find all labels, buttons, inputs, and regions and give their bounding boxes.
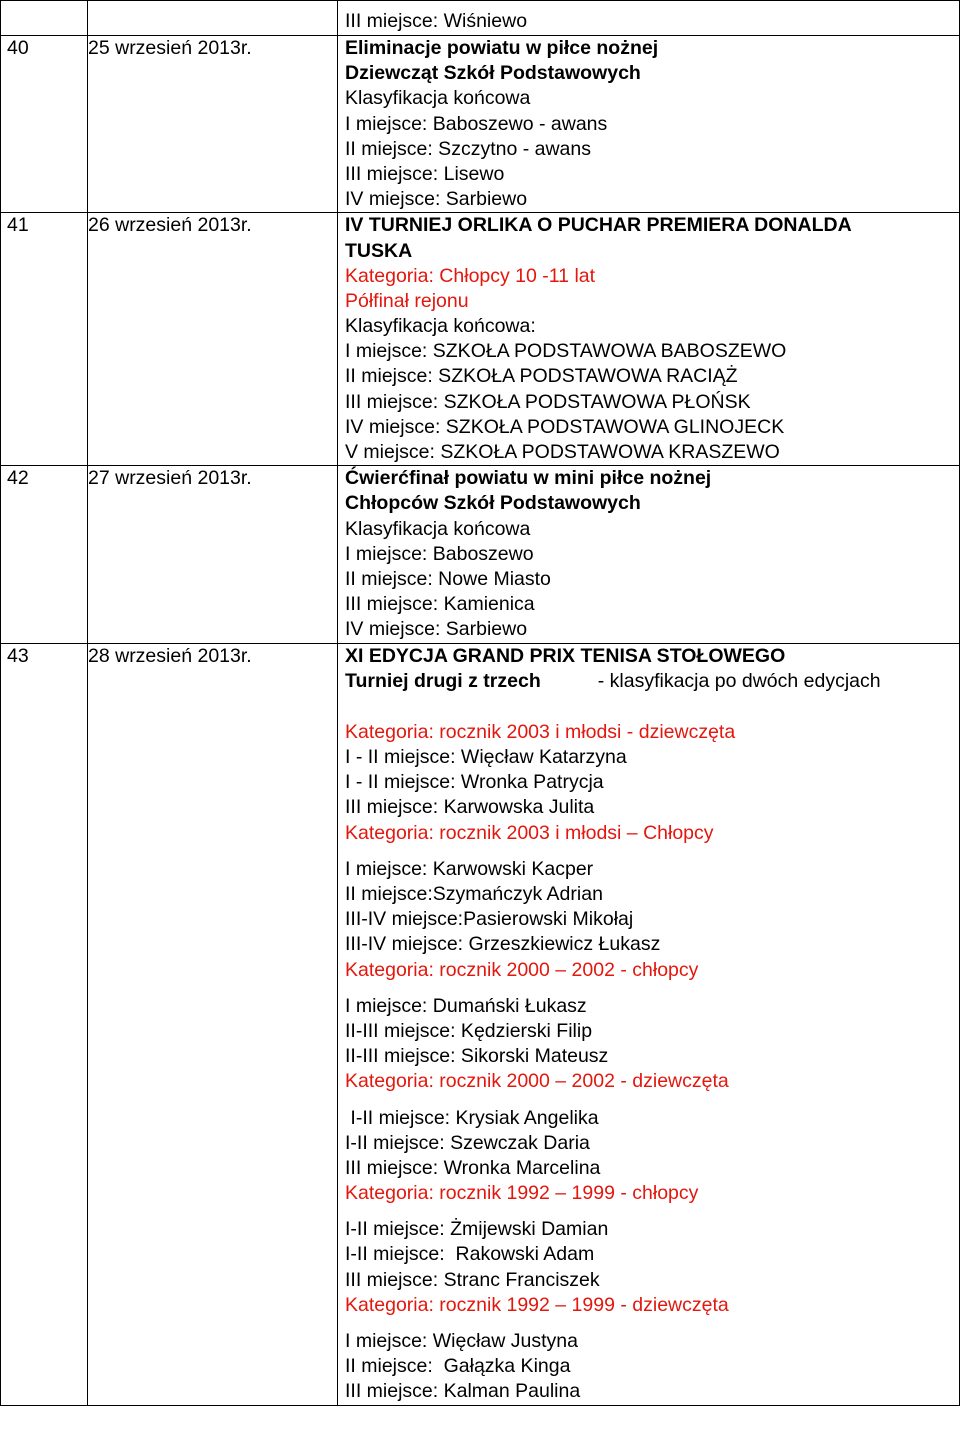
result-line: I-II miejsce: Żmijewski Damian [345, 1218, 609, 1241]
result-line: III miejsce: Karwowska Julita [345, 796, 595, 819]
table-row [1, 36, 960, 213]
result-line: III-IV miejsce:Pasierowski Mikołaj [345, 908, 634, 931]
result-line: III miejsce: Stranc Franciszek [345, 1268, 600, 1291]
result-line: I-II miejsce: Szewczak Daria [345, 1131, 590, 1154]
result-line: Klasyfikacja końcowa [345, 87, 531, 110]
result-line: IV miejsce: Sarbiewo [345, 188, 528, 211]
category-label: Kategoria: rocznik 2000 – 2002 - chłopcy [345, 958, 699, 981]
event-title: Dziewcząt Szkół Podstawowych [345, 62, 641, 85]
result-line: I miejsce: Dumański Łukasz [345, 994, 587, 1017]
category-label: Kategoria: Chłopcy 10 -11 lat [345, 264, 596, 287]
description-cell [338, 643, 960, 1405]
result-line: III miejsce: Lisewo [345, 162, 505, 185]
result-line: I - II miejsce: Wronka Patrycja [345, 771, 604, 794]
event-title: TUSKA [345, 239, 413, 262]
result-line: III miejsce: Kalman Paulina [345, 1380, 581, 1403]
table-row [1, 1, 960, 36]
result-line: I miejsce: Baboszewo - awans [345, 112, 608, 135]
event-title: Eliminacje powiatu w piłce nożnej [345, 37, 659, 59]
result-line: IV miejsce: Sarbiewo [345, 618, 528, 641]
result-line: I miejsce: Baboszewo [345, 542, 534, 565]
number-cell: 41 [1, 213, 88, 466]
description-cell [338, 213, 960, 466]
event-subtitle: Turniej drugi z trzech - klasyfikacja po dwóch edycjach [345, 669, 881, 692]
number-cell [1, 1, 88, 36]
result-line: III miejsce: SZKOŁA PODSTAWOWA PŁOŃSK [345, 390, 751, 413]
result-line: I miejsce: SZKOŁA PODSTAWOWA BABOSZEWO [345, 340, 787, 363]
category-label: Półfinał rejonu [345, 289, 469, 312]
event-title: Ćwierćfinał powiatu w mini piłce nożnej [345, 467, 712, 490]
date-cell: 26 wrzesień 2013r. [88, 213, 338, 466]
event-title: Chłopców Szkół Podstawowych [345, 492, 641, 515]
description-cell [338, 466, 960, 643]
date-cell [88, 1, 338, 36]
number-cell: 43 [1, 643, 88, 1405]
result-line: II miejsce: SZKOŁA PODSTAWOWA RACIĄŻ [345, 365, 738, 388]
event-title: IV TURNIEJ ORLIKA O PUCHAR PREMIERA DONALDA [345, 214, 852, 237]
result-line: I - II miejsce: Więcław Katarzyna [345, 746, 627, 769]
result-line: II miejsce: Szczytno - awans [345, 137, 591, 160]
result-line: III miejsce: Wronka Marcelina [345, 1156, 601, 1179]
result-line: Klasyfikacja końcowa [345, 517, 531, 540]
result-line: II miejsce:Szymańczyk Adrian [345, 883, 603, 905]
table-row [1, 643, 960, 1405]
result-line: II miejsce: Gałązka Kinga [345, 1355, 571, 1378]
table-row [1, 213, 960, 466]
category-label: Kategoria: rocznik 1992 – 1999 - dziewczęta [345, 1293, 729, 1316]
result-line: III miejsce: Wiśniewo [345, 10, 528, 32]
result-line: Klasyfikacja końcowa: [345, 315, 536, 338]
result-line: I-II miejsce: Krysiak Angelika [345, 1106, 599, 1129]
result-line: III-IV miejsce: Grzeszkiewicz Łukasz [345, 933, 661, 956]
category-label: Kategoria: rocznik 2003 i młodsi – Chłopcy [345, 821, 714, 844]
number-cell: 42 [1, 466, 88, 643]
result-line: II-III miejsce: Sikorski Mateusz [345, 1045, 609, 1068]
category-label: Kategoria: rocznik 2000 – 2002 - dziewczęta [345, 1070, 729, 1093]
category-label: Kategoria: rocznik 1992 – 1999 - chłopcy [345, 1182, 699, 1205]
result-line: I-II miejsce: Rakowski Adam [345, 1243, 595, 1266]
number-cell: 40 [1, 36, 88, 213]
result-line: II-III miejsce: Kędzierski Filip [345, 1019, 593, 1042]
table-row [1, 466, 960, 643]
result-line: II miejsce: Nowe Miasto [345, 567, 551, 590]
result-line: IV miejsce: SZKOŁA PODSTAWOWA GLINOJECK [345, 415, 785, 438]
date-cell: 25 wrzesień 2013r. [88, 36, 338, 213]
date-cell: 27 wrzesień 2013r. [88, 466, 338, 643]
description-cell [338, 36, 960, 213]
date-cell: 28 wrzesień 2013r. [88, 643, 338, 1405]
result-line: III miejsce: Kamienica [345, 593, 535, 616]
result-line: I miejsce: Karwowski Kacper [345, 857, 594, 880]
description-cell [338, 1, 960, 36]
result-line: I miejsce: Więcław Justyna [345, 1330, 578, 1352]
category-label: Kategoria: rocznik 2003 i młodsi - dziewczęta [345, 720, 736, 743]
result-line: V miejsce: SZKOŁA PODSTAWOWA KRASZEWO [345, 441, 780, 463]
event-title: XI EDYCJA GRAND PRIX TENISA STOŁOWEGO [345, 644, 786, 667]
